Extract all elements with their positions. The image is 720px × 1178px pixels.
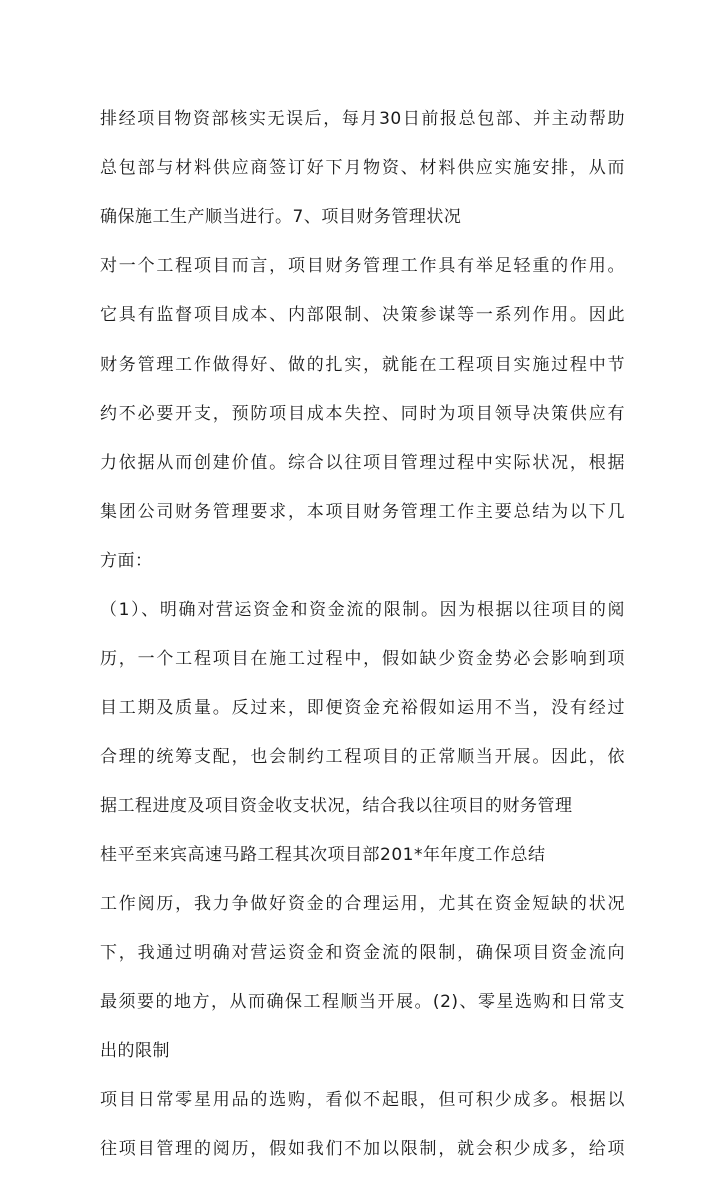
text-line: 集团公司财务管理要求，本项目财务管理工作主要总结为以下几 — [100, 502, 625, 522]
text-line: 总包部与材料供应商签订好下月物资、材料供应实施安排，从而 — [100, 158, 625, 178]
text-line: 合理的统筹支配，也会制约工程项目的正常顺当开展。因此，依 — [100, 747, 625, 767]
text-line: 下，我通过明确对营运资金和资金流的限制，确保项目资金流向 — [100, 943, 625, 963]
text-line: 历，一个工程项目在施工过程中，假如缺少资金势必会影响到项 — [100, 649, 625, 669]
text-line: 对一个工程项目而言，项目财务管理工作具有举足轻重的作用。 — [100, 256, 625, 276]
text-line: 排经项目物资部核实无误后，每月30日前报总包部、并主动帮助 — [100, 109, 625, 129]
text-line: 工作阅历，我力争做好资金的合理运用，尤其在资金短缺的状况 — [100, 894, 625, 914]
text-line: 确保施工生产顺当进行。7、项目财务管理状况 — [100, 207, 462, 227]
text-line: 方面： — [100, 551, 153, 571]
text-line: 项目日常零星用品的选购，看似不起眼，但可积少成多。根据以 — [100, 1090, 625, 1110]
text-line: 约不必要开支，预防项目成本失控、同时为项目领导决策供应有 — [100, 404, 625, 424]
text-line: 据工程进度及项目资金收支状况，结合我以往项目的财务管理 — [100, 796, 573, 816]
text-line: 最须要的地方，从而确保工程顺当开展。(2)、零星选购和日常支 — [100, 992, 625, 1012]
text-line: 往项目管理的阅历，假如我们不加以限制，就会积少成多，给项 — [100, 1139, 625, 1159]
text-line: 财务管理工作做得好、做的扎实，就能在工程项目实施过程中节 — [100, 355, 625, 375]
document-title-line: 桂平至来宾高速马路工程其次项目部201*年年度工作总结 — [100, 845, 546, 865]
text-line: 目工期及质量。反过来，即便资金充裕假如运用不当，没有经过 — [100, 698, 625, 718]
text-line: 出的限制 — [100, 1041, 170, 1061]
text-line: 它具有监督项目成本、内部限制、决策参谋等一系列作用。因此 — [100, 305, 625, 325]
text-line: 力依据从而创建价值。综合以往项目管理过程中实际状况，根据 — [100, 453, 625, 473]
text-line: （1）、明确对营运资金和资金流的限制。因为根据以往项目的阅 — [100, 600, 625, 620]
